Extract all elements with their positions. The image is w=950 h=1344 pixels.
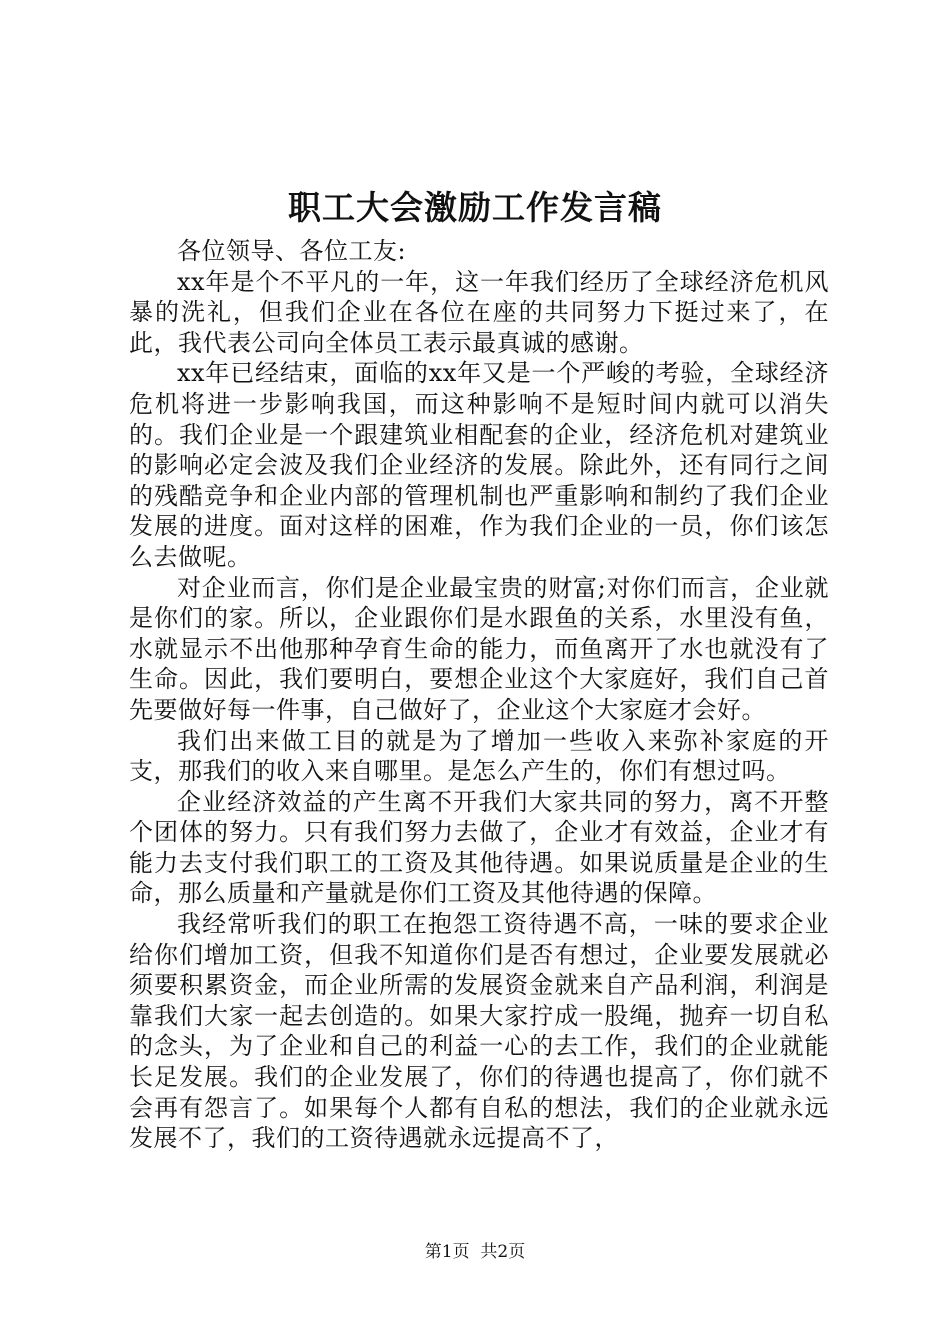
body-paragraph: 企业经济效益的产生离不开我们大家共同的努力，离不开整个团体的努力。只有我们努力去做了，企业才有效益，企业才有能力去支付我们职工的工资及其他待遇。如果说质量是企业的生命，那么质量和产量就是你们工资及其他待遇的保障。 (129, 787, 829, 908)
body-paragraph: 我经常听我们的职工在抱怨工资待遇不高，一味的要求企业给你们增加工资，但我不知道你们是否有想过，企业要发展就必须要积累资金，而企业所需的发展资金就来自产品利润，利润是靠我们大家一起去创造的。如果大家拧成一股绳，抛弃一切自私的念头，为了企业和自己的利益一心的去工作，我们的企业就能长足发展。我们的企业发展了，你们的待遇也提高了，你们就不会再有怨言了。如果每个人都有自私的想法，我们的企业就永远发展不了，我们的工资待遇就永远提高不了， (129, 910, 829, 1153)
page-footer (0, 1240, 950, 1264)
body-paragraph: xx年是个不平凡的一年，这一年我们经历了全球经济危机风暴的洗礼，但我们企业在各位在座的共同努力下挺过来了，在此，我代表公司向全体员工表示最真诚的感谢。 (129, 267, 829, 357)
salutation-paragraph: 各位领导、各位工友: (177, 237, 407, 265)
body-paragraph: 对企业而言，你们是企业最宝贵的财富;对你们而言，企业就是你们的家。所以，企业跟你们是水跟鱼的关系，水里没有鱼，水就显示不出他那种孕育生命的能力，而鱼离开了水也就没有了生命。因此，我们要明白，要想企业这个大家庭好，我们自己首先要做好每一件事，自己做好了，企业这个大家庭才会好。 (129, 573, 829, 724)
page-number-total: 共2页 (480, 1242, 526, 1262)
footer-spacer (470, 1242, 481, 1262)
document-body (129, 236, 829, 1154)
body-paragraph: 我们出来做工目的就是为了增加一些收入来弥补家庭的开支，那我们的收入来自哪里。是怎么产生的，你们有想过吗。 (129, 726, 829, 786)
document-title: 职工大会激励工作发言稿 (288, 188, 662, 227)
page-number-current: 第1页 (424, 1242, 470, 1262)
body-paragraph: xx年已经结束，面临的xx年又是一个严峻的考验，全球经济危机将进一步影响我国，而这种影响不是短时间内就可以消失的。我们企业是一个跟建筑业相配套的企业，经济危机对建筑业的影响必定会波及我们企业经济的发展。除此外，还有同行之间的残酷竞争和企业内部的管理机制也严重影响和制约了我们企业发展的进度。面对这样的困难，作为我们企业的一员，你们该怎么去做呢。 (129, 359, 829, 571)
